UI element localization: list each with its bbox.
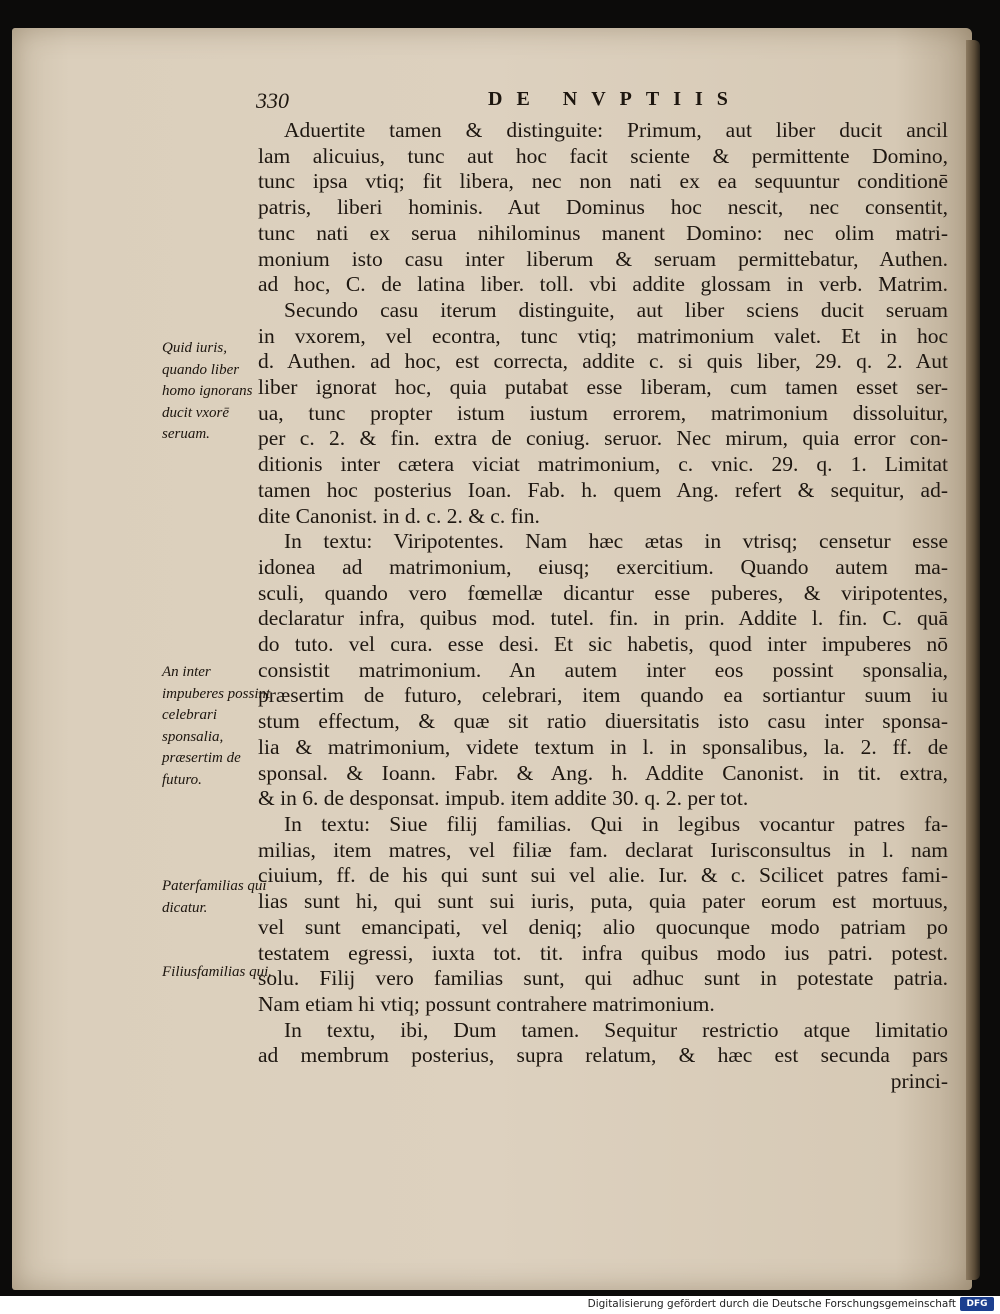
text-line: solu. Filij vero familias sunt, qui adhuc sunt in potestate patria. xyxy=(258,966,948,991)
book-edge xyxy=(966,40,980,1280)
text-line: sculi, quando vero fœmellæ dicantur esse puberes, & viripotentes, xyxy=(258,580,948,605)
text-line: lia & matrimonium, videte textum in l. in sponsalibus, la. 2. ff. de xyxy=(258,734,948,759)
text-line: præsertim de futuro, celebrari, item quando ea sortiantur suum iu xyxy=(258,683,948,708)
text-line: milias, item matres, vel filiæ fam. declarat Iurisconsultus in l. nam xyxy=(258,837,948,862)
text-line: ua, tunc propter istum iustum errorem, matrimonium dissoluitur, xyxy=(258,400,948,425)
text-line: ciuium, ff. de his qui sunt sui vel alie. Iur. & c. Scilicet patres fami- xyxy=(258,863,948,888)
margin-note: An inter impuberes possint celebrari sponsalia, præsertim de futuro. xyxy=(162,664,271,788)
footer-credit: Digitalisierung gefördert durch die Deutsche Forschungsgemeinschaft xyxy=(587,1298,956,1310)
text-line: & in 6. de desponsat. impub. item addite 30. q. 2. per tot. xyxy=(258,786,749,811)
running-head xyxy=(256,88,956,118)
margin-note: Paterfamilias qui dicatur. xyxy=(162,878,267,916)
dfg-logo: DFG xyxy=(960,1297,994,1311)
text-line: In textu: Viripotentes. Nam hæc ætas in vtrisq; censetur esse xyxy=(284,529,948,554)
text-line: do tuto. vel cura. esse desi. Et sic habetis, quod inter impuberes nō xyxy=(258,632,948,657)
text-line: In textu, ibi, Dum tamen. Sequitur restrictio atque limitatio xyxy=(284,1017,948,1042)
text-line: Aduertite tamen & distinguite: Primum, aut liber ducit ancil xyxy=(284,118,948,142)
text-line: tunc nati ex serua nihilominus manent Domino: nec olim matri- xyxy=(258,220,948,245)
text-line: consistit matrimonium. An autem inter eos possint sponsalia, xyxy=(258,657,948,682)
text-line: lias sunt hi, qui sunt sui iuris, puta, quia pater eorum est mortuus, xyxy=(258,889,948,914)
text-line: monium isto casu inter liberum & seruam permittebatur, Authen. xyxy=(258,246,948,271)
margin-note: Quid iuris, quando liber homo ignorans ducit vxorē seruam. xyxy=(162,340,253,442)
running-title: DE NVPTIIS xyxy=(488,88,742,110)
text-line: patris, liberi hominis. Aut Dominus hoc nescit, nec consentit, xyxy=(258,195,948,220)
text-line: d. Authen. ad hoc, est correcta, addite c. si quis liber, 29. q. 2. Aut xyxy=(258,349,948,374)
text-line: in vxorem, vel econtra, tunc vtiq; matrimonium valet. Et in hoc xyxy=(258,323,948,348)
text-line: tunc ipsa vtiq; fit libera, nec non nati ex ea sequuntur conditionē xyxy=(258,169,948,194)
margin-note: Filiusfamilias qui. xyxy=(162,964,273,980)
text-line: testatem egressi, iuxta tot. tit. infra quibus modo ius patri. potest. xyxy=(258,940,948,965)
text-line: tamen hoc posterius Ioan. Fab. h. quem Ang. refert & sequitur, ad- xyxy=(258,477,948,502)
text-line: liber ignorat hoc, quia putabat esse liberam, cum tamen esset ser- xyxy=(258,375,948,400)
text-line: ditionis inter cætera viciat matrimonium, c. vnic. 29. q. 1. Limitat xyxy=(258,452,948,477)
text-line: lam alicuius, tunc aut hoc facit sciente & permittente Domino, xyxy=(258,143,948,168)
text-line: stum effectum, & quæ sit ratio diuersitatis isto casu inter sponsa- xyxy=(258,709,948,734)
text-line: per c. 2. & fin. extra de coniug. seruor. Nec mirum, quia error con- xyxy=(258,426,948,451)
catchword: princi- xyxy=(890,1069,948,1094)
text-line: In textu: Siue filij familias. Qui in legibus vocantur patres fa- xyxy=(284,811,948,836)
text-line: Nam etiam hi vtiq; possunt contrahere matrimonium. xyxy=(258,991,715,1016)
text-line: sponsal. & Ioann. Fabr. & Ang. h. Addite Canonist. in tit. extra, xyxy=(258,760,948,785)
text-line: vel sunt emancipati, vel deniq; alio quocunque modo patriam po xyxy=(258,914,948,939)
text-line: ad hoc, C. de latina liber. toll. vbi addite glossam in verb. Matrim. xyxy=(258,272,948,297)
text-line: Secundo casu iterum distinguite, aut liber sciens ducit seruam xyxy=(284,297,948,322)
text-line: idonea ad matrimonium, eiusq; exercitium. Quando autem ma- xyxy=(258,554,948,579)
digitization-footer xyxy=(0,1296,1000,1314)
main-text xyxy=(258,118,948,1095)
text-line: ad membrum posterius, supra relatum, & hæc est secunda pars xyxy=(258,1043,948,1068)
page-number: 330 xyxy=(256,88,289,113)
text-line: declaratur infra, quibus mod. tutel. fin. in prin. Addite l. fin. C. quā xyxy=(258,606,948,631)
text-line: dite Canonist. in d. c. 2. & c. fin. xyxy=(258,503,540,528)
